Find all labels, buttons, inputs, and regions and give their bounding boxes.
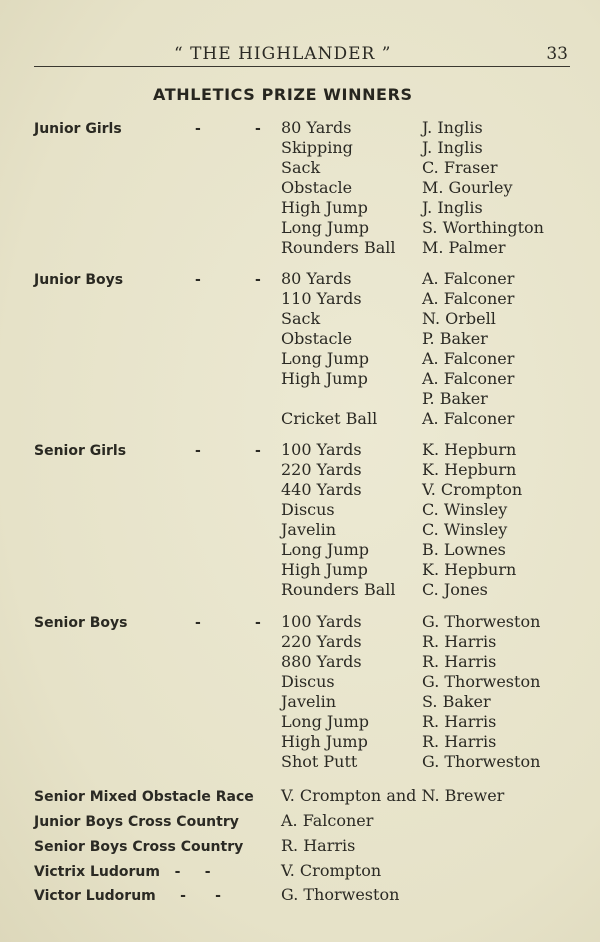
dash: - (195, 443, 201, 459)
event-name: 440 Yards (281, 480, 362, 499)
page-number: 33 (546, 44, 568, 64)
event-name: 100 Yards (281, 612, 362, 631)
event-name: Discus (281, 672, 335, 691)
event-name: 220 Yards (281, 460, 362, 479)
misc-winner: A. Falconer (281, 811, 374, 830)
misc-row-senior-cross-country (0, 836, 600, 863)
winner-name: N. Orbell (422, 309, 496, 328)
category-label: Junior Girls (34, 121, 122, 137)
event-name: Sack (281, 158, 321, 177)
dash: - (255, 121, 261, 137)
category-label: Junior Boys (34, 272, 124, 288)
winner-name: M. Palmer (422, 238, 506, 257)
misc-winner: R. Harris (281, 836, 356, 855)
event-name: Shot Putt (281, 752, 358, 771)
event-name: Rounders Ball (281, 580, 396, 599)
event-name: Discus (281, 500, 335, 519)
misc-row-victor-ludorum (0, 885, 600, 912)
winner-name: R. Harris (422, 652, 497, 671)
winner-name: S. Baker (422, 692, 491, 711)
winner-name: C. Winsley (422, 520, 508, 539)
winner-name: G. Thorweston (422, 612, 541, 631)
event-name: 220 Yards (281, 632, 362, 651)
event-name: High Jump (281, 198, 368, 217)
event-name: High Jump (281, 732, 368, 751)
event-name: Skipping (281, 138, 353, 157)
winner-name: C. Fraser (422, 158, 498, 177)
misc-category: Victrix Ludorum - - (34, 864, 211, 880)
misc-row-mixed-obstacle (0, 786, 600, 813)
event-name: Long Jump (281, 349, 370, 368)
event-name: Long Jump (281, 540, 370, 559)
event-name: Long Jump (281, 218, 370, 237)
winner-name: A. Falconer (422, 269, 515, 288)
dash: - (195, 121, 201, 137)
category-label: Senior Girls (34, 443, 127, 459)
winner-name: A. Falconer (422, 409, 515, 428)
winner-name: K. Hepburn (422, 440, 517, 459)
winner-name: K. Hepburn (422, 460, 517, 479)
winner-name: P. Baker (422, 329, 488, 348)
winner-name: G. Thorweston (422, 752, 541, 771)
event-name: Javelin (281, 520, 336, 539)
event-name: 100 Yards (281, 440, 362, 459)
winner-name: R. Harris (422, 632, 497, 651)
winner-name: R. Harris (422, 732, 497, 751)
winner-name: J. Inglis (422, 118, 483, 137)
event-name: Rounders Ball (281, 238, 396, 257)
event-name: High Jump (281, 369, 368, 388)
event-name: 110 Yards (281, 289, 362, 308)
winner-name: B. Lownes (422, 540, 506, 559)
event-name: High Jump (281, 560, 368, 579)
winner-name: C. Winsley (422, 500, 508, 519)
event-name: Long Jump (281, 712, 370, 731)
winner-name: K. Hepburn (422, 560, 517, 579)
winner-name: A. Falconer (422, 369, 515, 388)
event-name: Javelin (281, 692, 336, 711)
winner-name: J. Inglis (422, 198, 483, 217)
dash: - (255, 615, 261, 631)
dash: - (255, 272, 261, 288)
misc-winner: G. Thorweston (281, 885, 400, 904)
winner-name: P. Baker (422, 389, 488, 408)
misc-category: Senior Mixed Obstacle Race (34, 789, 254, 805)
event-name: 880 Yards (281, 652, 362, 671)
dash: - (255, 443, 261, 459)
category-label: Senior Boys (34, 615, 128, 631)
event-name: 80 Yards (281, 118, 352, 137)
running-title: “ THE HIGHLANDER ” (174, 44, 392, 64)
winner-name: A. Falconer (422, 349, 515, 368)
winner-name: M. Gourley (422, 178, 513, 197)
dash: - (195, 615, 201, 631)
winner-name: A. Falconer (422, 289, 515, 308)
event-name: 80 Yards (281, 269, 352, 288)
event-name: Obstacle (281, 178, 353, 197)
misc-category: Victor Ludorum - - (34, 888, 221, 904)
event-name: Sack (281, 309, 321, 328)
winner-name: V. Crompton (422, 480, 523, 499)
misc-category: Senior Boys Cross Country (34, 839, 244, 855)
winner-name: C. Jones (422, 580, 488, 599)
misc-row-junior-cross-country (0, 811, 600, 838)
misc-winner: V. Crompton (281, 861, 382, 880)
misc-winner: V. Crompton and N. Brewer (281, 786, 505, 805)
winner-name: J. Inglis (422, 138, 483, 157)
section-title: ATHLETICS PRIZE WINNERS (153, 85, 413, 104)
winner-name: R. Harris (422, 712, 497, 731)
dash: - (195, 272, 201, 288)
event-name: Obstacle (281, 329, 353, 348)
winner-name: G. Thorweston (422, 672, 541, 691)
winner-name: S. Worthington (422, 218, 544, 237)
running-head (34, 44, 570, 67)
event-name: Cricket Ball (281, 409, 378, 428)
misc-category: Junior Boys Cross Country (34, 814, 239, 830)
